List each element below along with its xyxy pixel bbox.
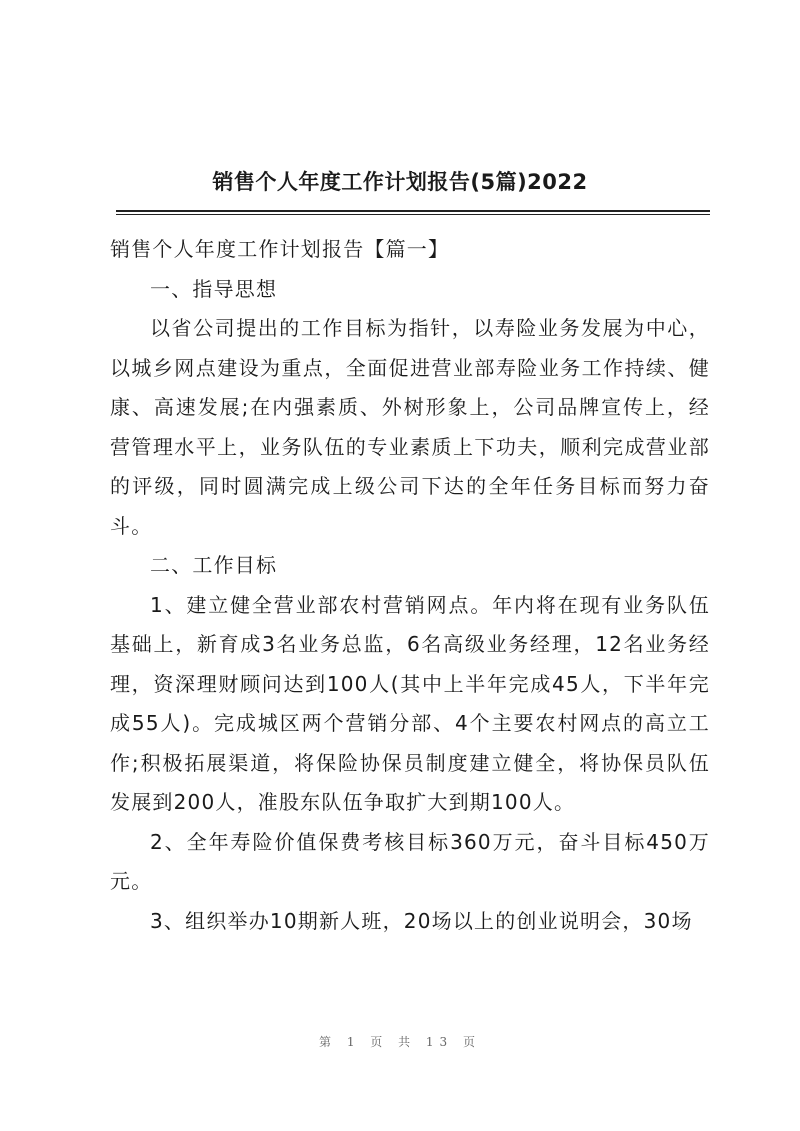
paragraph-goal-2: 2、全年寿险价值保费考核目标360万元，奋斗目标450万元。 [110, 829, 710, 893]
paragraph-guiding-ideology: 以省公司提出的工作目标为指针，以寿险业务发展为中心，以城乡网点建设为重点，全面促进营业部寿险业务工作持续、健康、高速发展;在内强素质、外树形象上，公司品牌宣传上，经营管理水平上，业务队伍的专业素质上下功夫，顺利完成营业部的评级，同时圆满完成上级公司下达的全年任务目标而努力奋斗。 [110, 316, 710, 538]
document-body [110, 230, 710, 941]
paragraph-heading-work-goals: 二、工作目标 [150, 553, 278, 577]
paragraph-goal-3: 3、组织举办10期新人班，20场以上的创业说明会，30场 [150, 908, 693, 933]
paragraph-heading-guiding-ideology: 一、指导思想 [150, 276, 278, 301]
document-title: 销售个人年度工作计划报告(5篇)2022 [212, 170, 588, 194]
page-number-footer: 第 1 页 共 13 页 [319, 1035, 481, 1049]
section-heading: 销售个人年度工作计划报告【篇一】 [110, 237, 450, 261]
paragraph-goal-1: 1、建立健全营业部农村营销网点。年内将在现有业务队伍基础上，新育成3名业务总监，6名高级业务经理，12名业务经理，资深理财顾问达到100人(其中上半年完成45人，下半年完成55人)。完成城区两个营销分部、4个主要农村网点的高立工作;积极拓展渠道，将保险协保员制度建立健全，将协保员队伍发展到200人，准股东队伍争取扩大到期100人。 [110, 592, 710, 814]
title-divider [116, 210, 710, 215]
